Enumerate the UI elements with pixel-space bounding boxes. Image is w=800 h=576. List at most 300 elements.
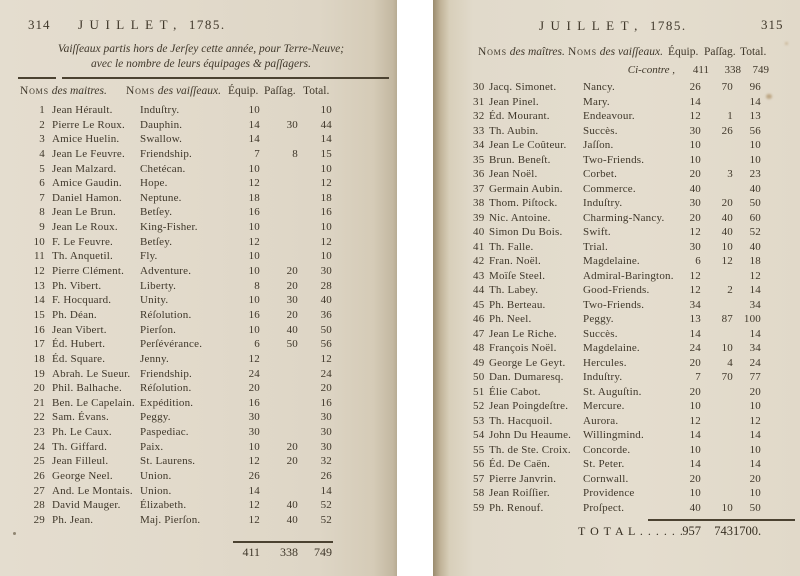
total-value: 30 — [320, 265, 332, 278]
total-value: 12 — [320, 177, 332, 190]
column-header-total: Total. — [740, 46, 767, 58]
master-name: F. Hocquard. — [52, 294, 112, 307]
column-header-vessels — [568, 46, 663, 58]
vessel-name: Admiral-Barington. — [583, 269, 674, 282]
row-num: 6 — [39, 177, 45, 190]
vessel-name: Élizabeth. — [140, 499, 187, 512]
total-value: 52 — [320, 499, 332, 512]
passag-value — [701, 487, 733, 502]
passag-value: 30 — [286, 118, 298, 131]
passag-value — [701, 139, 733, 154]
vessel-name: St. Laurens. — [140, 455, 196, 468]
grand-total-passag: 743 — [714, 524, 733, 538]
equip-value: 12 — [248, 513, 260, 526]
master-name: Jean Le Feuvre. — [52, 147, 125, 160]
passag-value — [260, 397, 298, 412]
total-value: 12 — [749, 269, 761, 282]
equip-value: 12 — [689, 110, 701, 122]
master-name: Jean Poingdeſtre. — [489, 400, 569, 412]
total-value: 20 — [320, 382, 332, 395]
passag-value — [701, 429, 733, 444]
total-value: 12 — [749, 414, 761, 427]
passag-value — [701, 183, 733, 198]
total-value: 77 — [749, 371, 761, 383]
passag-value — [260, 177, 298, 192]
row-num: 9 — [39, 221, 45, 234]
passag-value — [701, 328, 733, 343]
vessel-name: Dauphin. — [140, 118, 183, 131]
grand-total-label: T O T A L . . . . . . — [578, 524, 684, 538]
equip-value: 30 — [248, 411, 260, 424]
row-num: 5 — [39, 162, 45, 175]
total-value: 13 — [749, 110, 761, 122]
equip-value: 12 — [689, 269, 701, 282]
vessel-name: Proſpect. — [583, 501, 625, 514]
equip-value: 10 — [689, 139, 701, 151]
equip-value: 7 — [254, 147, 260, 160]
total-value: 96 — [749, 81, 761, 93]
passag-value: 40 — [286, 513, 298, 526]
master-name: Ph. Jean. — [52, 513, 94, 526]
passag-value: 40 — [286, 323, 298, 336]
master-name: And. Le Montais. — [52, 484, 133, 497]
passag-value — [701, 458, 733, 473]
equip-value: 20 — [689, 211, 701, 224]
master-name: Th. Anquetil. — [52, 250, 113, 263]
column-header-masters-caps: Noms — [478, 46, 507, 58]
total-value: 18 — [749, 255, 761, 267]
vessel-name: Endeavour. — [583, 110, 635, 122]
total-value: 12 — [320, 352, 332, 365]
master-name: Éd. Hubert. — [52, 338, 106, 351]
column-header-vessels-rest: des vaiſſeaux. — [599, 46, 663, 58]
equip-value: 14 — [689, 458, 701, 470]
passag-value — [701, 270, 733, 285]
row-num: 21 — [33, 396, 45, 409]
equip-value: 20 — [248, 382, 260, 395]
column-header-masters-rest: des maîtres. — [509, 46, 565, 58]
total-value: 10 — [749, 139, 761, 151]
master-name: Simon Du Bois. — [489, 226, 563, 238]
passag-value: 20 — [286, 279, 298, 292]
subtotal-total: 749 — [314, 545, 332, 559]
equip-value: 10 — [248, 104, 260, 116]
row-num: 36 — [473, 168, 485, 180]
table-caption-line-1: Vaiſſeaux partis hors de Jerſey cette année, pour Terre-Neuve; — [57, 43, 345, 55]
passag-value: 4 — [727, 356, 733, 369]
column-header-equip: Équip. — [228, 85, 259, 97]
total-value: 24 — [320, 367, 332, 380]
vessel-name: Induſtry. — [583, 197, 623, 209]
row-num: 33 — [473, 124, 485, 137]
master-name: Éd. Square. — [52, 352, 106, 365]
paper-stain — [766, 94, 772, 99]
master-name: Amice Gaudin. — [52, 177, 122, 190]
passag-value — [260, 163, 298, 178]
master-name: Th. Labey. — [489, 284, 539, 296]
vessel-name: Jaſſon. — [583, 139, 614, 151]
vessel-name: Paspediac. — [140, 426, 189, 439]
master-name: Abrah. Le Sueur. — [52, 367, 131, 380]
vessel-name: Corbet. — [583, 168, 618, 180]
vessel-name: Succès. — [583, 124, 618, 137]
vessel-name: Aurora. — [583, 414, 619, 427]
master-name: Jean Hérault. — [52, 104, 113, 116]
master-name: Th. Aubin. — [489, 124, 539, 137]
equip-value: 10 — [248, 323, 260, 336]
equip-value: 12 — [248, 235, 260, 248]
vessel-name: Commerce. — [583, 182, 636, 195]
equip-value: 10 — [248, 250, 260, 263]
equip-value: 10 — [248, 162, 260, 175]
equip-value: 20 — [689, 356, 701, 369]
passag-value — [260, 470, 298, 485]
row-num: 29 — [33, 513, 45, 526]
vessel-name: Mary. — [583, 95, 610, 108]
master-name: Jean Le Riche. — [489, 327, 557, 340]
subtotal-passag: 338 — [280, 545, 298, 559]
master-name: Ph. Vibert. — [52, 279, 102, 292]
row-num: 23 — [33, 426, 45, 439]
grand-total-rule — [648, 519, 795, 521]
row-num: 42 — [473, 255, 485, 267]
passag-value: 50 — [286, 338, 298, 351]
running-title-month: JUILLET, — [539, 18, 644, 33]
passag-value — [701, 96, 733, 111]
passag-value — [701, 415, 733, 430]
equip-value: 10 — [689, 400, 701, 412]
total-value: 10 — [749, 400, 761, 412]
master-name: Th. Falle. — [489, 240, 534, 253]
row-num: 41 — [473, 240, 485, 253]
row-num: 4 — [39, 147, 45, 160]
row-num: 45 — [473, 298, 485, 311]
total-value: 56 — [320, 338, 332, 351]
column-header-total: Total. — [303, 85, 330, 97]
equip-value: 24 — [689, 342, 701, 354]
vessel-name: Adventure. — [140, 265, 192, 278]
passag-value — [260, 133, 298, 148]
row-num: 35 — [473, 153, 485, 166]
total-value: 44 — [320, 118, 332, 131]
carry-forward-label: Ci-contre , — [627, 64, 675, 76]
passag-value: 40 — [721, 226, 733, 238]
row-num: 53 — [473, 414, 485, 427]
row-num: 39 — [473, 211, 485, 224]
vessel-name: Magdelaine. — [583, 342, 640, 354]
total-value: 30 — [320, 440, 332, 453]
equip-value: 10 — [248, 294, 260, 307]
row-num: 14 — [33, 294, 45, 307]
passag-value: 70 — [721, 81, 733, 93]
passag-value: 20 — [721, 197, 733, 209]
master-name: Ph. Le Caux. — [52, 426, 112, 439]
row-num: 40 — [473, 226, 485, 238]
carry-forward-total: 749 — [752, 64, 769, 76]
total-value: 15 — [320, 147, 332, 160]
total-value: 14 — [749, 284, 761, 296]
master-name: Jacq. Simonet. — [489, 81, 557, 93]
carry-forward-row — [473, 64, 769, 76]
row-num: 1 — [39, 104, 45, 116]
master-name: Éd. De Caën. — [489, 458, 551, 470]
master-name: Phil. Balhache. — [52, 382, 122, 395]
column-header-masters — [20, 85, 107, 97]
row-num: 28 — [33, 499, 45, 512]
row-num: 56 — [473, 458, 485, 470]
master-name: Brun. Beneſt. — [489, 153, 551, 166]
equip-value: 10 — [689, 443, 701, 456]
row-num: 13 — [33, 279, 45, 292]
master-name: Jean Malzard. — [52, 162, 117, 175]
passag-value: 3 — [727, 168, 733, 180]
ships-table-right — [473, 81, 761, 516]
passag-value — [260, 382, 298, 397]
equip-value: 10 — [248, 221, 260, 234]
row-num: 17 — [33, 338, 45, 351]
master-name: Th. Hacquoil. — [489, 414, 553, 427]
passag-value: 20 — [286, 308, 298, 321]
equip-value: 12 — [689, 226, 701, 238]
equip-value: 13 — [689, 313, 701, 325]
master-name: Sam. Évans. — [52, 411, 109, 424]
equip-value: 6 — [254, 338, 260, 351]
equip-value: 14 — [248, 484, 260, 497]
subtotal-equip: 411 — [242, 545, 260, 559]
column-header-vessels-rest: des vaiſſeaux. — [157, 85, 221, 97]
ships-table-left — [30, 104, 332, 529]
passag-value — [260, 411, 298, 426]
vessel-name: Swallow. — [140, 133, 183, 146]
row-num: 27 — [33, 484, 45, 497]
equip-value: 14 — [689, 327, 701, 340]
row-num: 46 — [473, 313, 485, 325]
total-value: 10 — [320, 104, 332, 116]
equip-value: 18 — [248, 191, 260, 204]
row-num: 2 — [39, 118, 45, 131]
passag-value: 12 — [721, 255, 733, 267]
vessel-name: Friendship. — [140, 147, 193, 160]
master-name: F. Le Feuvre. — [52, 235, 113, 248]
equip-value: 12 — [248, 177, 260, 190]
caption-rule-segment — [18, 77, 56, 79]
column-header-vessels — [126, 85, 221, 97]
equip-value: 12 — [248, 499, 260, 512]
master-name: Ben. Le Capelain. — [52, 396, 135, 409]
passag-value: 10 — [721, 342, 733, 354]
equip-value: 20 — [689, 168, 701, 180]
passag-value — [260, 221, 298, 236]
column-header-masters-rest: des maitres. — [51, 85, 107, 97]
row-num: 30 — [473, 81, 485, 93]
total-value: 52 — [749, 226, 761, 238]
column-header-passag: Paſſag. — [264, 85, 296, 97]
vessel-name: Réſolution. — [140, 382, 192, 395]
grand-total-total: 1700. — [733, 524, 762, 538]
passag-value — [260, 104, 298, 119]
vessel-name: Trial. — [583, 240, 608, 253]
master-name: George Neel. — [52, 470, 113, 483]
passag-value: 30 — [286, 294, 298, 307]
master-name: Jean Le Brun. — [52, 206, 116, 219]
total-value: 50 — [749, 197, 761, 209]
vessel-name: Chetécan. — [140, 162, 186, 175]
column-header-passag: Paſſag. — [704, 46, 736, 58]
passag-value — [701, 444, 733, 459]
row-num: 31 — [473, 95, 485, 108]
vessel-name: Peggy. — [583, 313, 614, 325]
vessel-name: Liberty. — [140, 279, 177, 292]
master-name: Fran. Noël. — [489, 255, 541, 267]
passag-value: 87 — [721, 313, 733, 325]
vessel-name: Betſey. — [140, 206, 173, 219]
vessel-name: Mercure. — [583, 400, 625, 412]
equip-value: 34 — [689, 298, 701, 311]
master-name: Daniel Hamon. — [52, 191, 122, 204]
master-name: George Le Geyt. — [489, 356, 566, 369]
master-name: Amice Huelin. — [52, 133, 120, 146]
total-value: 40 — [320, 294, 332, 307]
passag-value: 8 — [292, 147, 298, 160]
equip-value: 30 — [689, 124, 701, 137]
grand-total-row — [473, 524, 761, 539]
master-name: Jean Roiſſier. — [489, 487, 550, 499]
equip-value: 16 — [248, 308, 260, 321]
vessel-name: St. Peter. — [583, 458, 625, 470]
equip-value: 14 — [248, 133, 260, 146]
passag-value — [260, 250, 298, 265]
total-value: 16 — [320, 396, 332, 409]
equip-value: 14 — [689, 429, 701, 441]
row-num: 37 — [473, 182, 485, 195]
total-value: 34 — [749, 298, 761, 311]
vessel-name: Pierſon. — [140, 323, 177, 336]
master-name: Dan. Dumaresq. — [489, 371, 564, 383]
vessel-name: Perſévérance. — [140, 338, 203, 351]
total-value: 60 — [749, 211, 761, 224]
paper-stain — [785, 42, 788, 45]
running-title — [78, 16, 226, 34]
table-caption-line-2: avec le nombre de leurs équipages & paſſagers. — [91, 58, 311, 70]
master-name: Jean Le Coûteur. — [489, 139, 567, 151]
total-value: 50 — [320, 323, 332, 336]
total-value: 12 — [320, 235, 332, 248]
vessel-name: Expédition. — [140, 396, 194, 409]
grand-total-equip: 957 — [682, 524, 701, 538]
equip-value: 30 — [248, 426, 260, 439]
equip-value: 8 — [254, 279, 260, 292]
equip-value: 12 — [689, 284, 701, 296]
running-title-year: 1785. — [188, 17, 226, 32]
carry-forward-passag: 338 — [724, 64, 741, 76]
passag-value: 2 — [727, 284, 733, 296]
running-title — [539, 17, 687, 35]
passag-value — [260, 368, 298, 383]
master-name: Pierre Janvrin. — [489, 472, 557, 485]
total-value: 10 — [320, 250, 332, 263]
passag-value — [260, 426, 298, 441]
row-num: 11 — [34, 250, 45, 263]
passag-value: 26 — [721, 124, 733, 137]
equip-value: 20 — [689, 385, 701, 398]
row-num: 52 — [473, 400, 485, 412]
vessel-name: Succès. — [583, 327, 618, 340]
row-num: 25 — [33, 455, 45, 468]
passag-value — [260, 236, 298, 251]
vessel-name: Induſtry. — [140, 104, 180, 116]
vessel-name: Cornwall. — [583, 472, 629, 485]
row-num: 34 — [473, 139, 485, 151]
equip-value: 6 — [695, 255, 701, 267]
master-name: Jean Filleul. — [52, 455, 109, 468]
passag-value: 1 — [727, 110, 733, 122]
vessel-name: Willingmind. — [583, 429, 644, 441]
equip-value: 10 — [689, 153, 701, 166]
vessel-name: Two-Friends. — [583, 153, 645, 166]
total-value: 34 — [749, 342, 761, 354]
row-num: 26 — [33, 470, 45, 483]
equip-value: 10 — [248, 265, 260, 278]
total-value: 14 — [749, 95, 761, 108]
row-num: 49 — [473, 356, 485, 369]
total-value: 16 — [320, 206, 332, 219]
vessel-name: Good-Friends. — [583, 284, 650, 296]
vessel-name: Union. — [140, 470, 172, 483]
total-value: 30 — [320, 426, 332, 439]
total-value: 14 — [749, 429, 761, 441]
equip-value: 10 — [689, 487, 701, 499]
row-num: 22 — [33, 411, 45, 424]
equip-value: 14 — [248, 118, 260, 131]
passag-value — [260, 485, 298, 500]
passag-value: 70 — [721, 371, 733, 383]
row-num: 44 — [473, 284, 485, 296]
row-num: 19 — [33, 367, 45, 380]
equip-value: 24 — [248, 367, 260, 380]
equip-value: 20 — [689, 472, 701, 485]
equip-value: 30 — [689, 197, 701, 209]
row-num: 10 — [33, 235, 45, 248]
total-value: 52 — [320, 513, 332, 526]
row-num: 24 — [33, 440, 45, 453]
master-name: Ph. Neel. — [489, 313, 532, 325]
total-value: 50 — [749, 501, 761, 514]
vessel-name: Unity. — [140, 294, 169, 307]
total-value: 56 — [749, 124, 761, 137]
vessel-name: Swift. — [583, 226, 611, 238]
total-value: 32 — [320, 455, 332, 468]
row-num: 59 — [473, 501, 485, 514]
row-num: 58 — [473, 487, 485, 499]
equip-value: 16 — [248, 206, 260, 219]
total-value: 30 — [320, 411, 332, 424]
master-name: Ph. Déan. — [52, 308, 97, 321]
total-value: 10 — [320, 162, 332, 175]
vessel-name: Charming-Nancy. — [583, 211, 665, 224]
master-name: Éd. Mourant. — [489, 110, 550, 122]
caption-rule — [62, 77, 389, 79]
master-name: David Mauger. — [52, 499, 121, 512]
master-name: Élie Cabot. — [489, 385, 541, 398]
master-name: Ph. Berteau. — [489, 298, 546, 311]
column-header-masters — [478, 46, 565, 58]
row-num: 15 — [33, 308, 45, 321]
total-value: 14 — [749, 327, 761, 340]
passag-value: 40 — [286, 499, 298, 512]
row-num: 20 — [33, 382, 45, 395]
equip-value: 12 — [248, 352, 260, 365]
vessel-name: King-Fisher. — [140, 221, 198, 234]
